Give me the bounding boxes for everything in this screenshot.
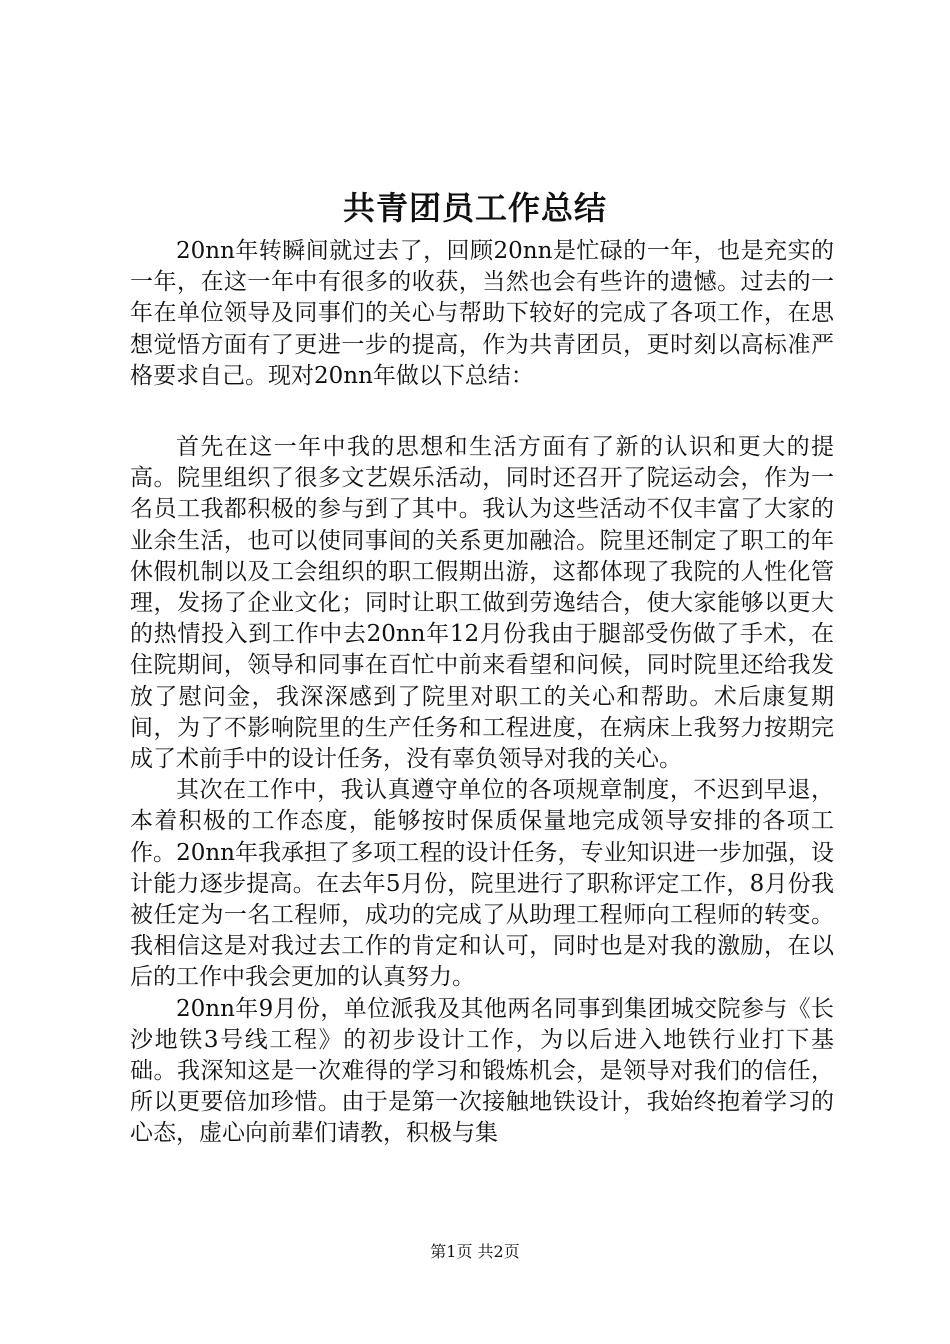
paragraph-second: 其次在工作中，我认真遵守单位的各项规章制度，不迟到早退，本着积极的工作态度，能够按时保质保量地完成领导安排的各项工作。20nn年我承担了多项工程的设计任务，专业知识进一步加强，设计能力逐步提高。在去年5月份，院里进行了职称评定工作，8月份我被任定为一名工程师，成功的完成了从助理工程师向工程师的转变。我相信这是对我过去工作的肯定和认可，同时也是对我的激励，在以后的工作中我会更加的认真努力。 <box>130 777 834 991</box>
document-title: 共青团员工作总结 <box>342 189 607 227</box>
paragraph-intro: 20nn年转瞬间就过去了，回顾20nn是忙碌的一年，也是充实的一年，在这一年中有很多的收获，当然也会有些许的遗憾。过去的一年在单位领导及同事们的关心与帮助下较好的完成了各项工作，在思想觉悟方面有了更进一步的提高，作为共青团员，更时刻以高标准严格要求自己。现对20nn年做以下总结： <box>130 238 834 389</box>
document-body <box>130 236 834 1150</box>
page-footer: 第1页 共2页 <box>430 1242 520 1261</box>
paragraph-third: 20nn年9月份，单位派我及其他两名同事到集团城交院参与《长沙地铁3号线工程》的初步设计工作，为以后进入地铁行业打下基础。我深知这是一次难得的学习和锻炼机会，是领导对我们的信任，所以更要倍加珍惜。由于是第一次接触地铁设计，我始终抱着学习的心态，虚心向前辈们请教，积极与集 <box>130 995 834 1147</box>
paragraph-first: 首先在这一年中我的思想和生活方面有了新的认识和更大的提高。院里组织了很多文艺娱乐活动，同时还召开了院运动会，作为一名员工我都积极的参与到了其中。我认为这些活动不仅丰富了大家的业余生活，也可以使同事间的关系更加融洽。院里还制定了职工的年休假机制以及工会组织的职工假期出游，这都体现了我院的人性化管理，发扬了企业文化；同时让职工做到劳逸结合，使大家能够以更大的热情投入到工作中去20nn年12月份我由于腿部受伤做了手术，在住院期间，领导和同事在百忙中前来看望和问候，同时院里还给我发放了慰问金，我深深感到了院里对职工的关心和帮助。术后康复期间，为了不影响院里的生产任务和工程进度，在病床上我努力按期完成了术前手中的设计任务，没有辜负领导对我的关心。 <box>130 434 834 773</box>
